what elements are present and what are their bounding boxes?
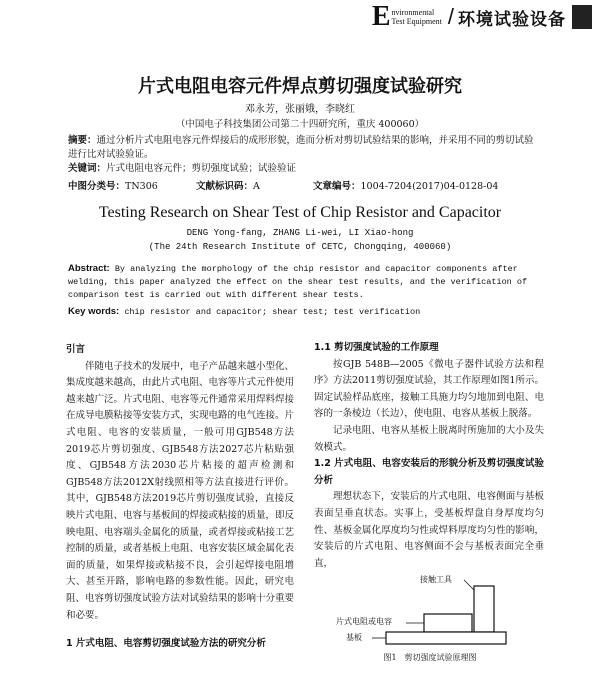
header-slash: / (447, 4, 454, 29)
tool-leader-line (464, 580, 474, 590)
abstract-en-text: By analyzing the morphology of the chip resistor and capacitor components after welding, this paper analyzed the effect on the shear test results, and the verification of comparison test is carried out with different shear tests. (68, 264, 528, 300)
authors-zh: 邓永芳，张丽娥，李晓红 (245, 104, 355, 115)
title-zh: 片式电阻电容元件焊点剪切强度试验研究 (138, 76, 462, 97)
chip-component-shape (424, 614, 472, 632)
abstract-en (68, 262, 546, 302)
figure-label-tool: 接触工具 (420, 575, 452, 584)
substrate-shape (386, 632, 506, 644)
keywords-zh-label: 关键词： (68, 163, 107, 174)
section-1-heading: 1 片式电阻、电容剪切强度试验方法的研究分析 (66, 638, 266, 650)
left-column (66, 342, 294, 653)
section-1-1-paragraph-1: 按GJB 548B—2005《微电子器件试验方法和程序》方法2011剪切强度试验，其工作原理如图1所示。固定试验样品底座，接触工具施力均匀地加到电阻、电容的一条棱边（长边），使电阻、电容从基板上脱落。 (314, 358, 544, 420)
authors-en: DENG Yong-fang, ZHANG Li-wei, LI Xiao-hong (186, 228, 414, 238)
document-code: 文献标识码：A (196, 181, 260, 192)
affiliation-zh: （中国电子科技集团公司第二十四研究所，重庆 400060） (175, 119, 425, 130)
keywords-en (68, 306, 546, 317)
right-column (314, 340, 544, 572)
keywords-en-label: Key words: (68, 306, 120, 317)
article-number: 文章编号：1004-7204(2017)04-0128-04 (313, 181, 499, 192)
affiliation-en: (The 24th Research Institute of CETC, Chongqing, 400060) (148, 242, 452, 252)
section-1-2-paragraph: 理想状态下，安装后的片式电阻、电容侧面与基板表面呈垂直状态。实事上，受基板焊盘自身厚度均匀性、基板金属化厚度均匀性或焊料厚度均匀性的影响，安装后的片式电阻、电容侧面不会与基板表面完全垂直， (314, 491, 544, 569)
keywords-zh (68, 162, 538, 176)
journal-english-line2: Test Equipment (391, 17, 442, 26)
journal-logo-letter: E (371, 1, 391, 32)
journal-header (371, 1, 592, 32)
intro-paragraph: 伴随电子技术的发展中，电子产品越来越小型化、集成度越来越高，由此片式电阻、电容等片式元件使用越来越广泛。片式电阻、电容等元件通常采用焊料焊接在成导电膜粘接等安装方式，实现电路的电气连接。片式电阻、电容的安装质量，一般可用GJB548方法2019芯片剪切强度、GJB548方法2027芯片粘贴强度、GJB548方法2030芯片粘接的超声检测和GJB548方法2012X射线照相等方法直接进行评价。其中，GJB548方法2019芯片剪切强度试验，直接反映片式电阻、电容与基板间的焊接或粘接的质量，即反映电阻、电容端头金属化的质量，或者焊接或粘接工艺控制的质量，或者基板上电阻、电容安装区域金属化表面的质量，如果焊接或粘接不良，会引起焊接电阻增大、甚至开路，影响电路的参数性能。因此，研究电阻、电容剪切强度试验方法对试验结果的影响十分重要和必要。 (66, 360, 295, 621)
section-1-1-heading: 1.1 剪切强度试验的工作原理 (314, 342, 439, 353)
abstract-zh-text: 通过分析片式电阻电容元件焊接后的成形形貌，進而分析对剪切试验结果的影响，并采用不同的剪切试验进行比对试验验证。 (68, 135, 534, 160)
section-1-2-heading: 1.2 片式电阻、电容安装后的形貌分析及剪切强度试验分析 (314, 458, 544, 486)
contact-tool-shape (474, 586, 494, 632)
intro-heading: 引言 (66, 344, 86, 355)
figure-label-substrate: 基板 (346, 633, 362, 642)
keywords-zh-text: 片式电阻电容元件；剪切强度试验；试验验证 (106, 163, 297, 174)
journal-english-name (392, 8, 442, 26)
figure-label-component: 片式电阻或电容 (336, 617, 392, 626)
figure-caption: 图1 剪切强度试验原理图 (383, 653, 477, 662)
section-1-1-paragraph-2: 记录电阻、电容从基板上脱离时所施加的大小及失效模式。 (314, 424, 544, 453)
journal-chinese-name: 环境试验设备 (458, 9, 566, 30)
abstract-zh-block (68, 134, 538, 176)
abstract-zh (68, 134, 538, 162)
header-block-mark (572, 5, 592, 29)
title-en: Testing Research on Shear Test of Chip Resistor and Capacitor (98, 204, 502, 221)
keywords-en-text: chip resistor and capacitor; shear test; test verification (124, 307, 421, 317)
clc-number: 中图分类号：TN306 (68, 181, 158, 192)
journal-english-line1: nvironmental (391, 8, 435, 17)
abstract-en-label: Abstract: (68, 263, 110, 274)
abstract-zh-label: 摘要： (68, 135, 97, 146)
